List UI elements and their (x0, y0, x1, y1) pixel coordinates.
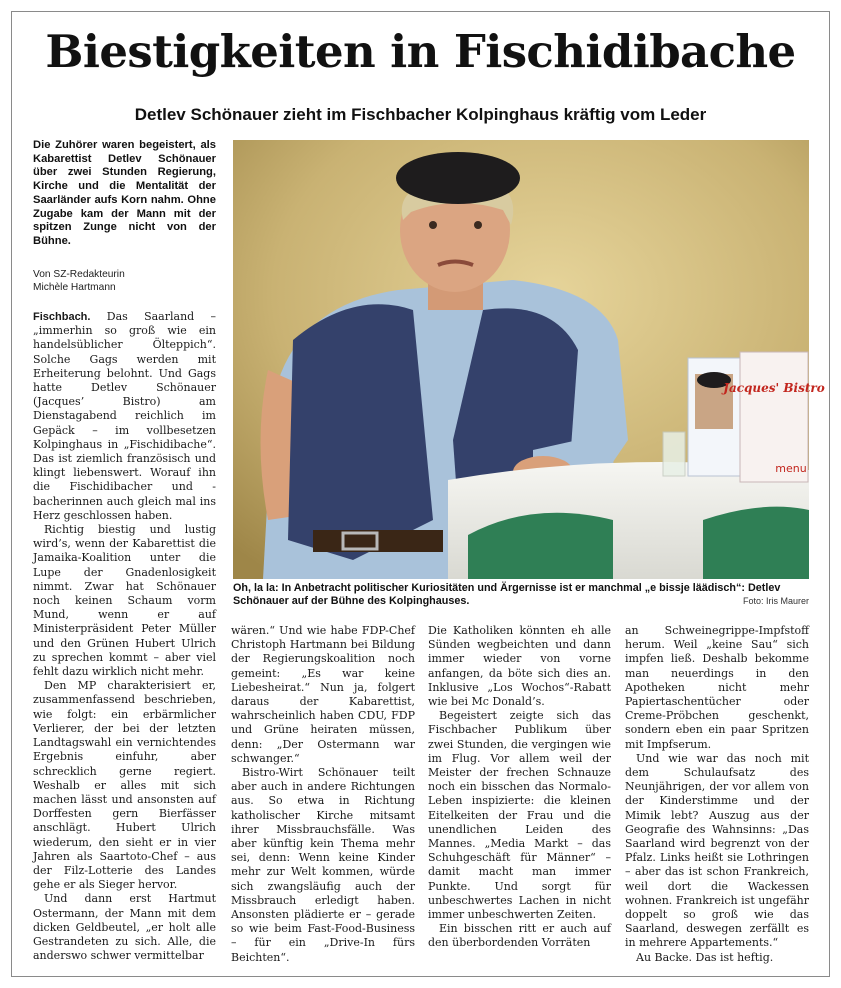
water-glass (663, 432, 685, 476)
subhead: Detlev Schönauer zieht im Fischbacher Kolpinghaus kräftig vom Leder (134, 105, 707, 124)
column-3-paragraph-1: Die Katholiken könnten eh alle Sünden wegbeichten und dann immer wieder von vorne anfangen, da böte sich dies an. Inklusive „Los Wochos“-Rabatt wie bei Mc Donald’s. (428, 624, 611, 709)
byline-author: Michèle Hartmann (33, 282, 116, 293)
column-1-paragraph-3: Den MP charakterisiert er, zusammenfassend beschrieben, wie folgt: ein erbärmlicher Verlierer, der bei der letzten Landtagswahl ein vernichtendes Ergebnis einfuhr, aber schrecklich gerne regiert. Weshalb er alles mit sich machen lässt und ansonsten auf Dorffesten gern Bierfässer anschlägt. Hubert Ulrich wiederum, den sieht er in vier Jahren als Saartoto-Chef – aus der Filz-Lotterie des Landes gehe er als Sieger hervor. (33, 679, 216, 892)
byline (33, 268, 216, 294)
column-4-paragraph-1: an Schweinegrippe-Impfstoff herum. Weil „keine Sau“ sich impfen ließ. Deshalb bekomme man neuerdings in den Apotheken nicht mehr Papiertaschentücher oder Creme-Pröbchen geschenkt, sondern eben ein paar Spritzen mit Impfserum. (625, 624, 809, 751)
article-column-1 (33, 310, 216, 963)
photo-caption (233, 582, 809, 608)
article-column-2 (231, 624, 415, 965)
column-1-paragraph-1-text: Das Saarland – „immerhin so groß wie ein handelsüblicher Ölteppich“. Solche Gags werden mit Erheiterung belohnt. Und Gags hatte Detlev Schönauer (Jacques’ Bistro) am Dienstagabend reichlich im Gepäck – im vollbesetzen Kolpinghaus in „Fischidibache“. Das ist ziemlich französisch und klingt liebenswert. Worauf ihn die Fischidibacher und -bacherinnen auch gleich mal ins Herz geschlossen haben. (33, 310, 216, 522)
byline-role: Von SZ-Redakteurin (33, 269, 125, 280)
article-column-3 (428, 624, 611, 951)
headline: Biestigkeiten in Fischidibache (45, 25, 796, 78)
column-1-paragraph-2: Richtig biestig und lustig wird’s, wenn der Kabarettist die Jamaika-Koalition unter die Lupe der Gnadenlosigkeit nimmt. Zwar hat Schönauer noch keinen Schaum vorm Mund, wenn er auf Ministerpräsident Peter Müller und den Grünen Hubert Ulrich zu sprechen kommt – aber viel fehlt dazu wirklich nicht mehr. (33, 523, 216, 679)
column-1-paragraph-1 (33, 310, 216, 523)
menu-card-menu-label: menu (775, 462, 807, 475)
dateline: Fischbach. (33, 311, 91, 323)
column-4-paragraph-3: Au Backe. Das ist heftig. (636, 950, 774, 964)
article-column-4 (625, 624, 809, 965)
column-4-paragraph-2: Und wie war das noch mit dem Schulaufsatz des Neunjährigen, der vor allem von der Kinderstimme und der Mimik lebt? Auszug aus der Geografie des Wahnsinns: „Das Saarland wird begrenzt von der Pfalz. Links heißt sie Lothringen – aber das ist schon Frankreich, weil dort die Wackessen wohnen. Frankreich ist ungefähr doppelt so groß wie das Saarland, deswegen zerfällt es in mehrere Appartements.“ (625, 751, 809, 950)
eye-right (474, 221, 482, 229)
column-3-paragraph-2: Begeistert zeigte sich das Fischbacher Publikum über zwei Stunden, die vergingen wie im Flug. Vor allem weil der Meister der frechen Schnauze noch ein bisschen das Normalo-Leben inspizierte: die kleinen Eitelkeiten der Frau und die unendlichen Leiden des Mannes. „Media Markt – das Schuhgeschäft für Männer“ – damit macht man immer Punkte. Und sorgt für unbeschwertes Lachen in nicht immer unbeschwerten Zeiten. (428, 709, 611, 922)
lead-paragraph: Die Zuhörer waren begeistert, als Kabarettist Detlev Schönauer über zwei Stunden Regierung, Kirche und die Mentalität der Saarländer aufs Korn nahm. Ohne Zugabe kam der Mann mit der spitzen Zunge nicht von der Bühne. (33, 139, 216, 247)
photo-illustration (233, 140, 825, 579)
column-2-paragraph-1: wären.“ Und wie habe FDP-Chef Christoph Hartmann bei Bildung der Regierungskoalition noch gemeint: „Es war keine Liebesheirat.“ Nun ja, folgert daraus der Kabarettist, wahrscheinlich haben CDU, FDP und Grüne heiraten müssen, denn: „Der Ostermann war schwanger.“ (231, 624, 415, 765)
beret (396, 152, 520, 204)
column-2-paragraph-2: Bistro-Wirt Schönauer teilt aber auch in andere Richtungen aus. So etwa in Richtung katholischer Kirche mitsamt ihrer Missbrauchsfälle. Was aber künftig kein Thema mehr sei, denn: Wenn keine Kinder mehr zur Welt kommen, würde sich zwangsläufig auch der Missbrauch erledigt haben. Ansonsten plädierte er – gerade so wie beim Fast-Food-Business – für ein „Drive-In fürs Beichten“. (231, 766, 415, 964)
column-1-paragraph-4: Und dann erst Hartmut Ostermann, der Mann mit dem dicken Geldbeutel, „er holt alle Gestrandeten zu sich. Alle, die anderswo schwer vermittelbar (33, 892, 216, 963)
eye-left (429, 221, 437, 229)
column-3-paragraph-3: Ein bisschen ritt er auch auf den überbordenden Vorräten (428, 922, 611, 950)
caption-text: Oh, la la: In Anbetracht politischer Kuriositäten und Ärgernisse ist er manchmal „e bissje läädisch“: Detlev Schönauer auf der Bühne des Kolpinghauses. (233, 582, 781, 607)
table-green-panel-right (703, 507, 809, 579)
photo-credit: Foto: Iris Maurer (742, 596, 809, 606)
article-photo (233, 140, 825, 579)
menu-card-title: Jacques' Bistro (723, 381, 825, 395)
vest-left (288, 304, 433, 560)
